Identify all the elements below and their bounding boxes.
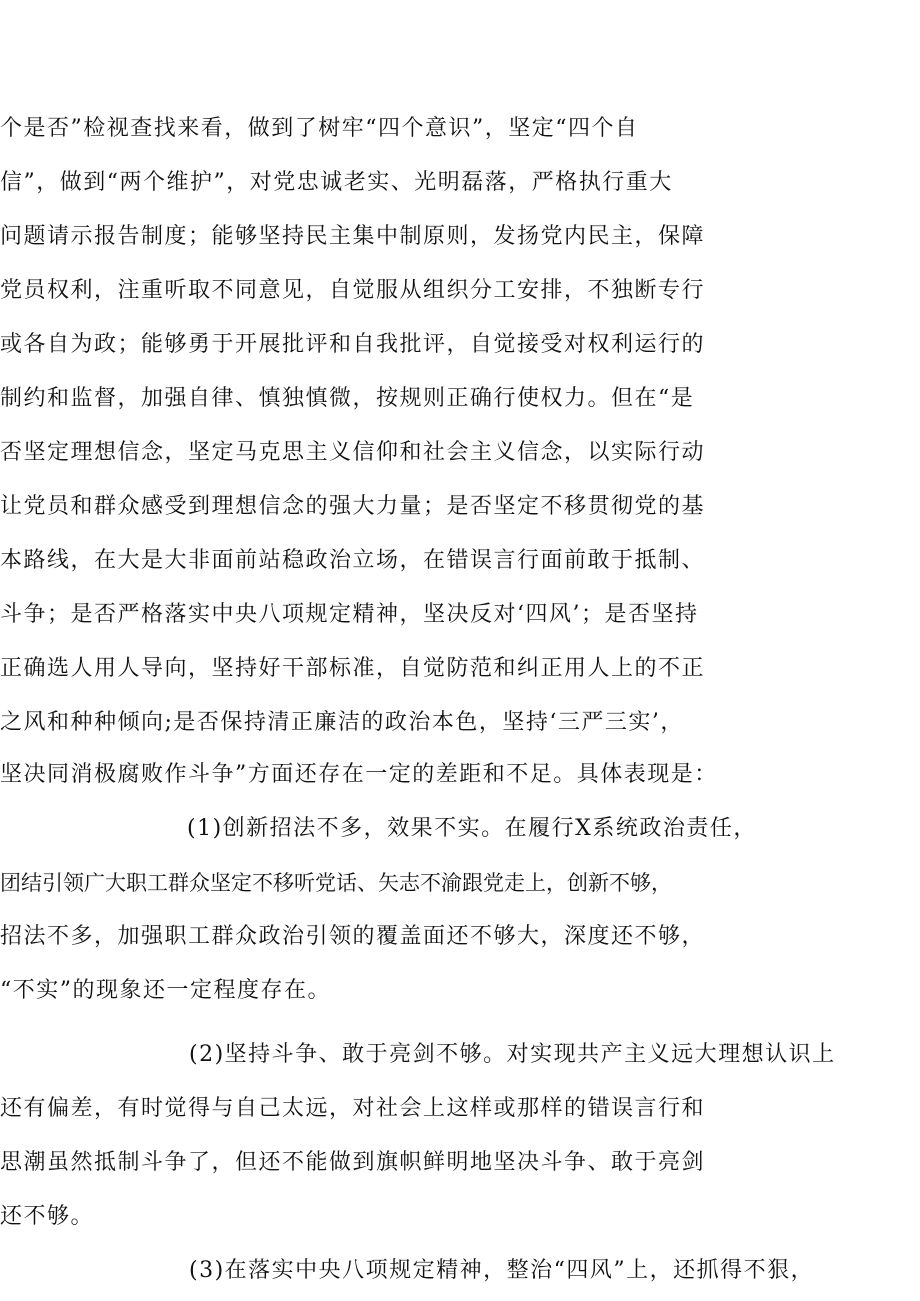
text-line: “不实”的现象还一定程度存在。 bbox=[0, 978, 331, 1003]
text-line: 之风和种种倾向;是否保持清正廉洁的政治本色，坚持‘三严三实’， bbox=[0, 710, 684, 735]
text-line: 还有偏差，有时觉得与自己太远，对社会上这样或那样的错误言行和 bbox=[0, 1096, 706, 1121]
text-line: 招法不多，加强职工群众政治引领的覆盖面还不够大，深度还不够， bbox=[0, 924, 706, 949]
text-line: 本路线，在大是大非面前站稳政治立场，在错误言行面前敢于抵制、 bbox=[0, 548, 706, 573]
list-item-2-start: (2)坚持斗争、敢于亮剑不够。对实现共产主义远大理想认识上 bbox=[189, 1042, 836, 1067]
text-line: 个是否”检视查找来看，做到了树牢“四个意识”，坚定“四个自 bbox=[0, 116, 639, 141]
text-line: 否坚定理想信念，坚定马克思主义信仰和社会主义信念，以实际行动 bbox=[0, 440, 706, 465]
text-line: 问题请示报告制度；能够坚持民主集中制原则，发扬党内民主，保障 bbox=[0, 224, 706, 249]
text-line: 思潮虽然抵制斗争了，但还不能做到旗帜鲜明地坚决斗争、敢于亮剑 bbox=[0, 1150, 706, 1175]
text-line: 还不够。 bbox=[0, 1204, 95, 1229]
text-line: 正确选人用人导向，坚持好干部标准，自觉防范和纠正用人上的不正 bbox=[0, 656, 706, 681]
list-item-3-start: (3)在落实中央八项规定精神，整治“四风”上，还抓得不狠， bbox=[189, 1258, 815, 1283]
list-item-1-start: (1)创新招法不多，效果不实。在履行X系统政治责任， bbox=[187, 816, 757, 841]
text-line: 斗争；是否严格落实中央八项规定精神，坚决反对‘四风’；是否坚持 bbox=[0, 602, 699, 627]
text-line: 让党员和群众感受到理想信念的强大力量；是否坚定不移贯彻党的基 bbox=[0, 494, 706, 519]
text-line: 信”，做到“两个维护”，对党忠诚老实、光明磊落，严格执行重大 bbox=[0, 170, 673, 195]
text-line: 制约和监督，加强自律、慎独慎微，按规则正确行使权力。但在“是 bbox=[0, 386, 695, 411]
text-line: 党员权利，注重听取不同意见，自觉服从组织分工安排，不独断专行 bbox=[0, 278, 706, 303]
text-line: 团结引领广大职工群众坚定不移听党话、矢志不渝跟党走上，创新不够， bbox=[0, 871, 672, 895]
text-line: 或各自为政；能够勇于开展批评和自我批评，自觉接受对权利运行的 bbox=[0, 332, 706, 357]
text-line: 坚决同消极腐败作斗争”方面还存在一定的差距和不足。具体表现是： bbox=[0, 762, 718, 787]
